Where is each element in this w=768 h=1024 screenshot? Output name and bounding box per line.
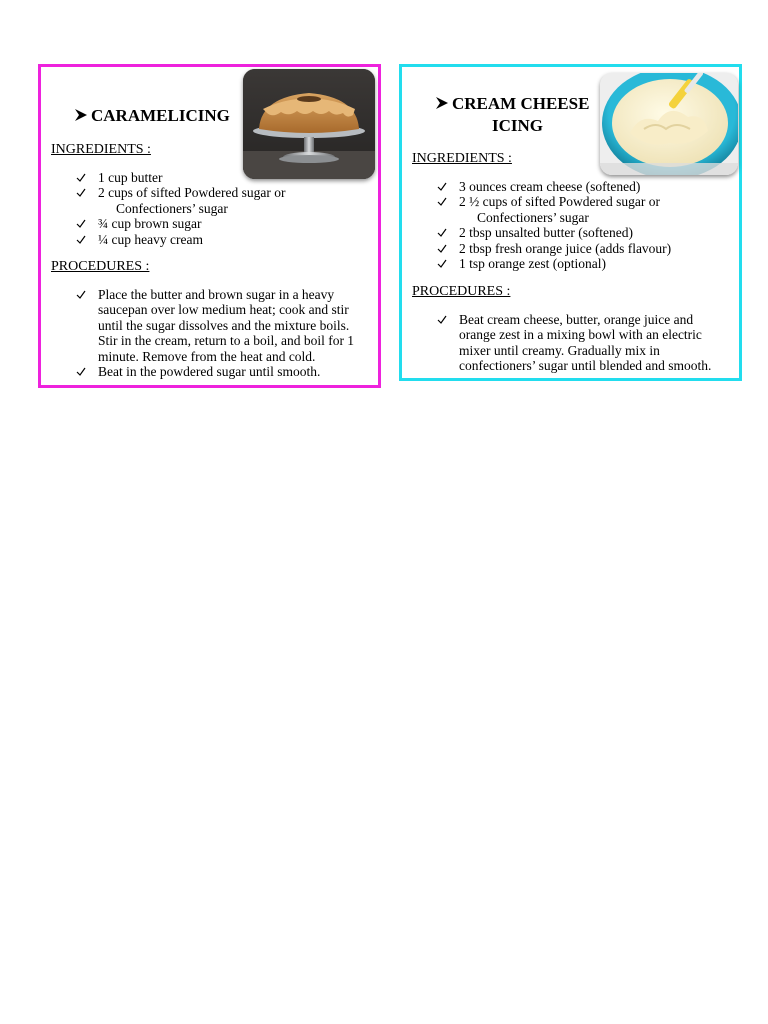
ingredient-text: ¾ cup brown sugar	[98, 216, 202, 232]
list-item	[76, 170, 376, 185]
ingredient-text: 2 tbsp fresh orange juice (adds flavour)	[459, 240, 672, 256]
check-mark-icon	[437, 182, 447, 191]
check-mark-icon	[76, 188, 86, 197]
check-mark-icon	[76, 235, 86, 244]
procedure-text: Beat cream cheese, butter, orange juice and orange zest in a mixing bowl with an electric mixer until creamy. Gradually mix in confectioners’ sugar until blended and smooth.	[459, 312, 712, 374]
caramel-icing-card	[38, 64, 381, 388]
ingredient-text: 2 ½ cups of sifted Powdered sugar or	[459, 194, 660, 210]
ingredient-text: 2 cups of sifted Powdered sugar or	[98, 185, 286, 201]
list-item	[437, 225, 737, 240]
caramel-ingredients-label: INGREDIENTS :	[51, 142, 151, 157]
cream-cheese-ingredients-list	[437, 179, 737, 271]
caramel-procedures-list	[76, 287, 372, 379]
check-mark-icon	[437, 228, 447, 237]
cream-cheese-procedures-list	[437, 312, 733, 374]
ingredient-text: 3 ounces cream cheese (softened)	[459, 179, 641, 194]
arrow-bullet-icon	[435, 96, 449, 110]
cream-cheese-icing-card	[399, 64, 742, 381]
list-item	[76, 232, 376, 247]
caramel-icing-title-text: CARAMELICING	[91, 106, 230, 125]
arrow-bullet-icon	[74, 108, 88, 122]
check-mark-icon	[76, 367, 86, 376]
check-mark-icon	[76, 173, 86, 182]
check-mark-icon	[437, 244, 447, 253]
procedure-text: Place the butter and brown sugar in a heavy saucepan over low medium heat; cook and stir until the sugar dissolves and the mixture boils. Stir in the cream, return to a boil, and boil for 1 minute. Remove from the heat and cold.	[98, 287, 355, 364]
procedure-text: Beat in the powdered sugar until smooth.	[98, 364, 321, 380]
list-item	[437, 194, 737, 225]
ingredient-text: 1 tsp orange zest (optional)	[459, 256, 606, 272]
list-item	[437, 179, 737, 194]
check-mark-icon	[437, 259, 447, 268]
check-mark-icon	[437, 197, 447, 206]
list-item	[437, 241, 737, 256]
caramel-icing-title	[74, 105, 230, 127]
cream-cheese-icing-bowl-photo	[600, 73, 738, 175]
cream-cheese-title-line1: CREAM CHEESE	[452, 94, 590, 113]
cream-cheese-ingredients-label: INGREDIENTS :	[412, 151, 512, 166]
check-mark-icon	[437, 315, 447, 324]
list-item	[76, 364, 372, 379]
ingredient-text: 1 cup butter	[98, 170, 163, 185]
cream-cheese-procedures-label: PROCEDURES :	[412, 284, 511, 299]
ingredient-text-continued: Confectioners’ sugar	[477, 209, 589, 225]
check-mark-icon	[76, 219, 86, 228]
caramel-procedures-label: PROCEDURES :	[51, 259, 150, 274]
list-item	[76, 216, 376, 231]
list-item	[437, 256, 737, 271]
caramel-ingredients-list	[76, 170, 376, 247]
ingredient-text: ¼ cup heavy cream	[98, 231, 203, 247]
list-item	[76, 185, 376, 216]
check-mark-icon	[76, 290, 86, 299]
ingredient-text-continued: Confectioners’ sugar	[116, 200, 228, 216]
cream-cheese-icing-title	[435, 93, 589, 115]
ingredient-text: 2 tbsp unsalted butter (softened)	[459, 225, 633, 241]
list-item	[437, 312, 733, 374]
list-item	[76, 287, 372, 364]
caramel-bundt-cake-photo	[243, 69, 375, 179]
cream-cheese-title-line2: ICING	[492, 116, 544, 135]
